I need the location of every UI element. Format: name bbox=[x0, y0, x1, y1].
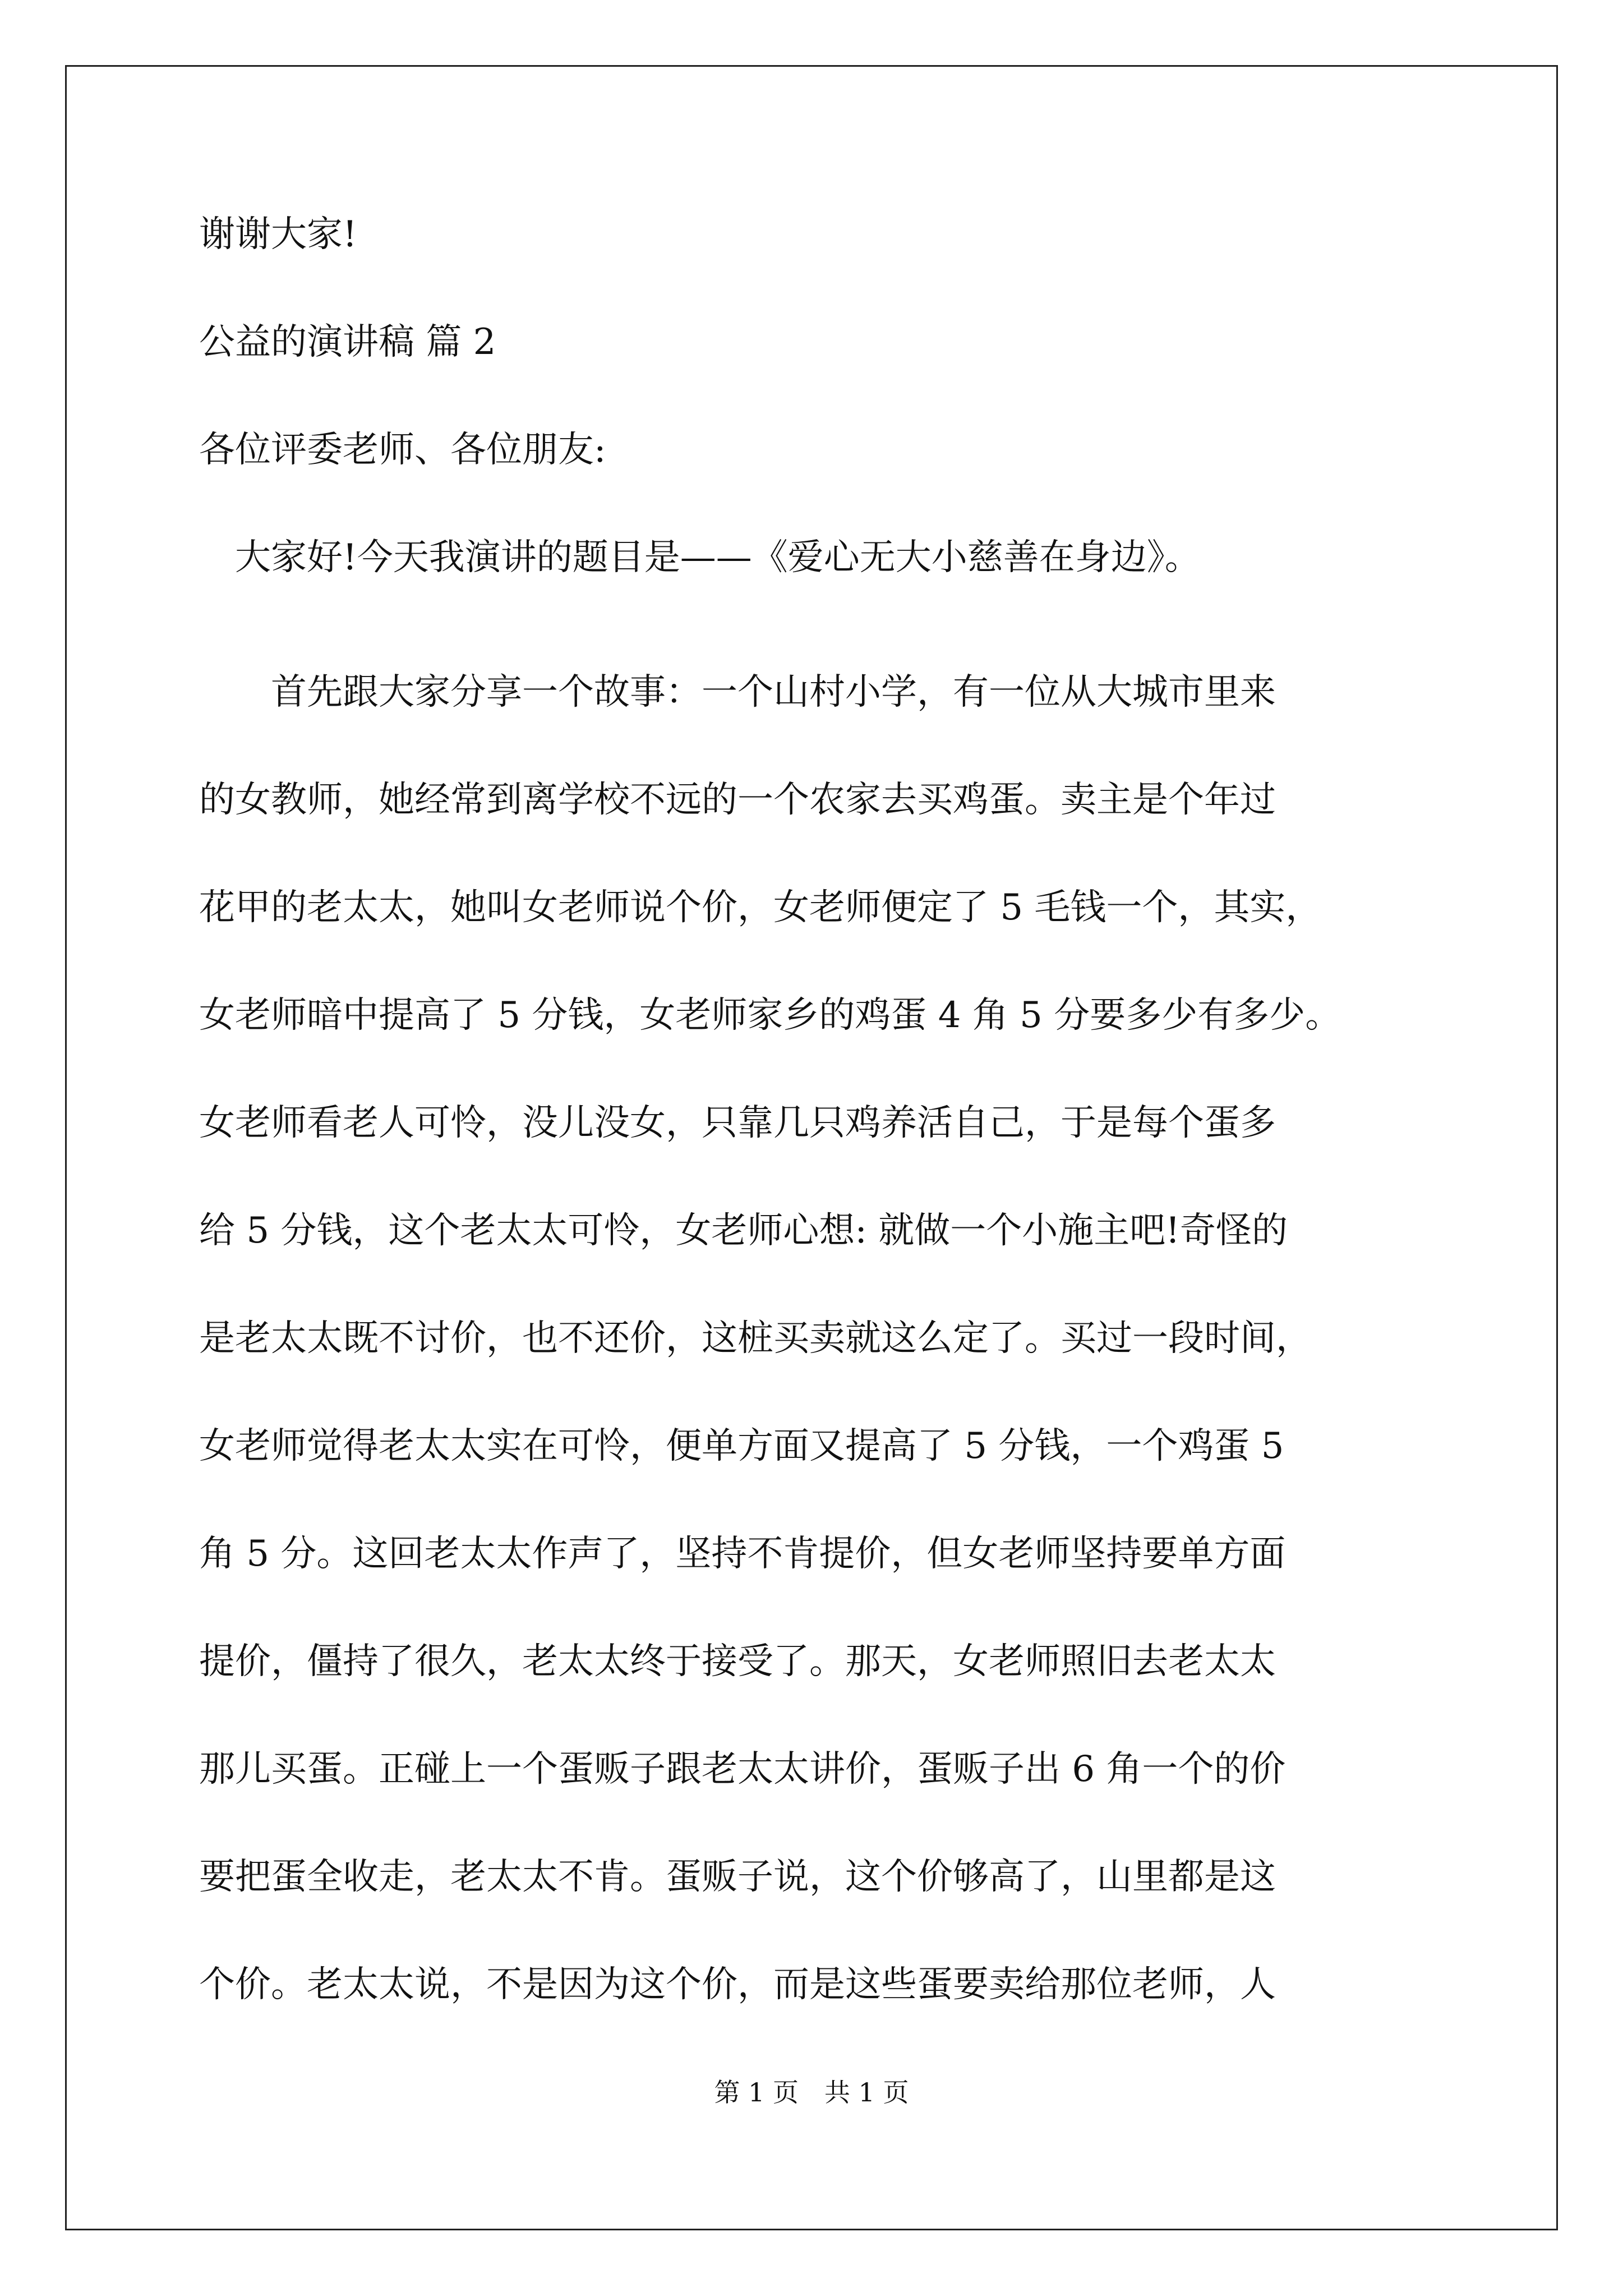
closing-line: 谢谢大家! bbox=[199, 214, 357, 255]
story-paragraph: 首先跟大家分享一个故事：一个山村小学，有一位从大城市里来 的女教师，她经常到离学校不远的一个农家去买鸡蛋。卖主是个年过 花甲的老太太，她叫女老师说个价，女老师便定了 5 毛钱一个，其实， 女老师暗中提高了 5 分钱，女老师家乡的鸡蛋 4 角 5 分要多少有多少。 女老师看老人可怜，没儿没女，只靠几只鸡养活自己，于是每个蛋多 给 5 分钱，这个老太太可怜，女老师心想: 就做一个小施主吧!奇怪的 是老太太既不讨价，也不还价，这桩买卖就这么定了。买过一段时间， 女老师觉得老太太实在可怜，便单方面又提高了 5 分钱，一个鸡蛋 5 角 5 分。这回老太太作声了，坚持不肯提价，但女老师坚持要单方面 提价，僵持了很久，老太太终于接受了。那天，女老师照旧去老太太 那儿买蛋。正碰上一个蛋贩子跟老太太讲价，蛋贩子出 6 角一个的价 要把蛋全收走，老太太不肯。蛋贩子说，这个价够高了，山里都是这 个价。老太太说，不是因为这个价，而是这些蛋要卖给那位老师，人 bbox=[199, 671, 1341, 2005]
document-body bbox=[199, 208, 1433, 2039]
section-title: 公益的演讲稿 篇 2 bbox=[199, 321, 496, 363]
greeting-line: 大家好!今天我演讲的题目是——《爱心无大小慈善在身边》。 bbox=[199, 537, 1201, 578]
salutation-line: 各位评委老师、各位朋友: bbox=[199, 429, 606, 471]
page-number: 第 1 页 共 1 页 bbox=[714, 2077, 909, 2108]
